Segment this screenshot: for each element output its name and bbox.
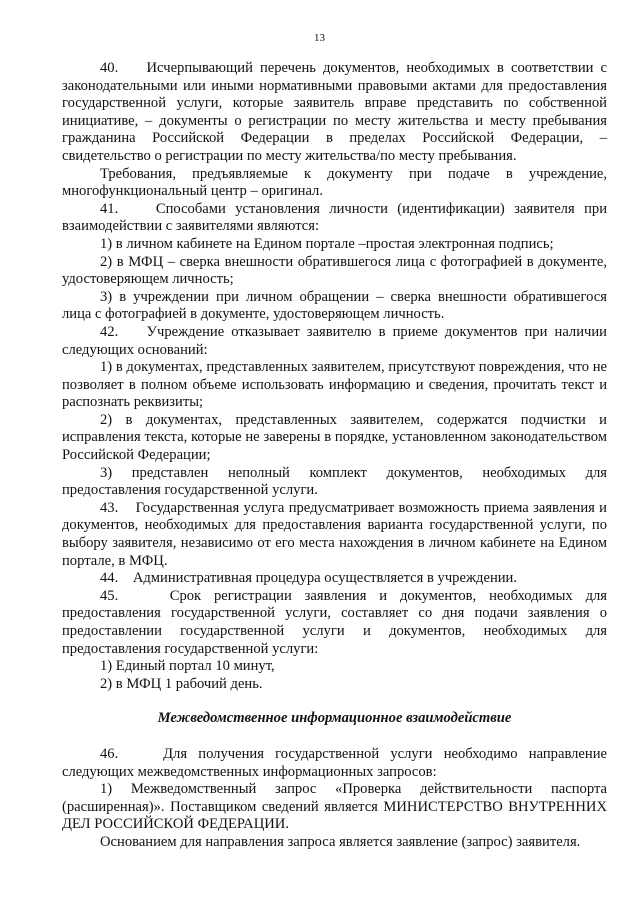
paragraph-46: 46. Для получения государственной услуги необходимо направление следующих межведомственных информационных запросов:: [62, 745, 607, 780]
paragraph-43: 43. Государственная услуга предусматривает возможность приема заявления и документов, необходимых для предоставления варианта государственной услуги, по выбору заявителя, независимо от его места нахождения в личном кабинете на Едином портале, в МФЦ.: [62, 499, 607, 569]
list-item: 1) Единый портал 10 минут,: [100, 658, 275, 675]
list-item: 2) в документах, представленных заявителем, содержатся подчистки и исправления текста, которые не заверены в порядке, установленном законодательством Российской Федерации;: [62, 411, 607, 464]
list-item: 1) в документах, представленных заявителем, присутствуют повреждения, что не позволяет в полном объеме использовать информацию и сведения, прочитать текст и распознать реквизиты;: [62, 359, 607, 411]
paragraph-44: 44. Административная процедура осуществляется в учреждении.: [100, 570, 518, 587]
list-item: 3) в учреждении при личном обращении – сверка внешности обратившегося лица с фотографией в документе, удостоверяющем личность.: [62, 288, 607, 323]
paragraph-41: 41. Способами установления личности (идентификации) заявителя при взаимодействии с заявителями являются:: [62, 200, 607, 235]
list-item: 1) Межведомственный запрос «Проверка действительности паспорта (расширенная)». Поставщиком сведений является МИНИСТЕРСТВО ВНУТРЕННИХ ДЕЛ РОССИЙСКОЙ ФЕДЕРАЦИИ.: [62, 781, 607, 833]
list-item: 1) в личном кабинете на Едином портале –простая электронная подпись;: [100, 235, 554, 252]
paragraph-42: 42. Учреждение отказывает заявителю в приеме документов при наличии следующих оснований:: [62, 323, 607, 358]
page-number: 13: [314, 32, 325, 44]
list-item: 2) в МФЦ – сверка внешности обратившегося лица с фотографией в документе, удостоверяющем личность;: [62, 253, 607, 288]
paragraph-basis: Основанием для направления запроса является заявление (запрос) заявителя.: [100, 833, 581, 850]
document-body: [62, 60, 607, 852]
section-heading: Межведомственное информационное взаимодействие: [157, 710, 512, 727]
paragraph-40-requirements: Требования, предъявляемые к документу при подаче в учреждение, многофункциональный центр – оригинал.: [62, 165, 607, 200]
paragraph-45: 45. Срок регистрации заявления и документов, необходимых для предоставления государственной услуги, составляет со дня подачи заявления о предоставлении государственной услуги и документов, необходимых для предоставления государственной услуги:: [62, 587, 607, 657]
paragraph-40: 40. Исчерпывающий перечень документов, необходимых в соответствии с законодательными или иными нормативными правовыми актами для предоставления государственной услуги, которые заявитель вправе представить по собственной инициативе, – документы о регистрации по месту жительства и месту пребывания гражданина Российской Федерации в пределах Российской Федерации, – свидетельство о регистрации по месту жительства/по месту пребывания.: [62, 60, 607, 164]
list-item: 3) представлен неполный комплект документов, необходимых для предоставления государственной услуги.: [62, 464, 607, 499]
list-item: 2) в МФЦ 1 рабочий день.: [100, 675, 263, 692]
